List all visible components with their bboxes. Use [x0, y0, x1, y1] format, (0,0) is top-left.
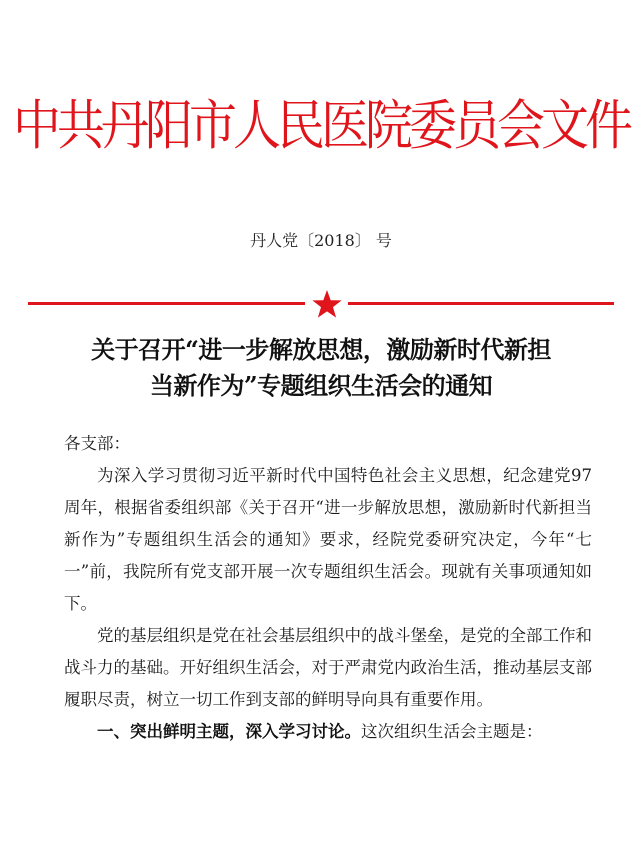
section-1 — [64, 716, 592, 748]
body-paragraph-1: 为深入学习贯彻习近平新时代中国特色社会主义思想，纪念建党97周年，根据省委组织部《关于召开“进一步解放思想，激励新时代新担当新作为”专题组织生活会的通知》要求，经院党委研究决定，今年“七一”前，我院所有党支部开展一次专题组织生活会。现就有关事项通知如下。 — [64, 466, 592, 613]
salutation: 各支部： — [64, 434, 130, 453]
document-number: 丹人党〔2018〕 号 — [250, 231, 392, 250]
section-1-text: 这次组织生活会主题是： — [361, 722, 543, 741]
body-paragraph-2: 党的基层组织是党在社会基层组织中的战斗堡垒，是党的全部工作和战斗力的基础。开好组织生活会，对于严肃党内政治生活，推动基层支部履职尽责，树立一切工作到支部的鲜明导向具有重要作用。 — [64, 626, 592, 709]
masthead-title: 中共丹阳市人民医院委员会文件 — [12, 94, 629, 158]
red-divider — [28, 290, 614, 316]
notice-title-line-1: 关于召开“进一步解放思想，激励新时代新担 — [91, 335, 551, 364]
section-1-heading: 一、突出鲜明主题，深入学习讨论。 — [97, 722, 361, 741]
notice-title-line-2: 当新作为”专题组织生活会的通知 — [149, 371, 493, 400]
divider-line-left — [28, 302, 305, 305]
divider-line-right — [348, 302, 614, 305]
notice-body — [64, 428, 592, 748]
notice-title — [40, 332, 602, 404]
red-star-icon — [311, 290, 343, 318]
